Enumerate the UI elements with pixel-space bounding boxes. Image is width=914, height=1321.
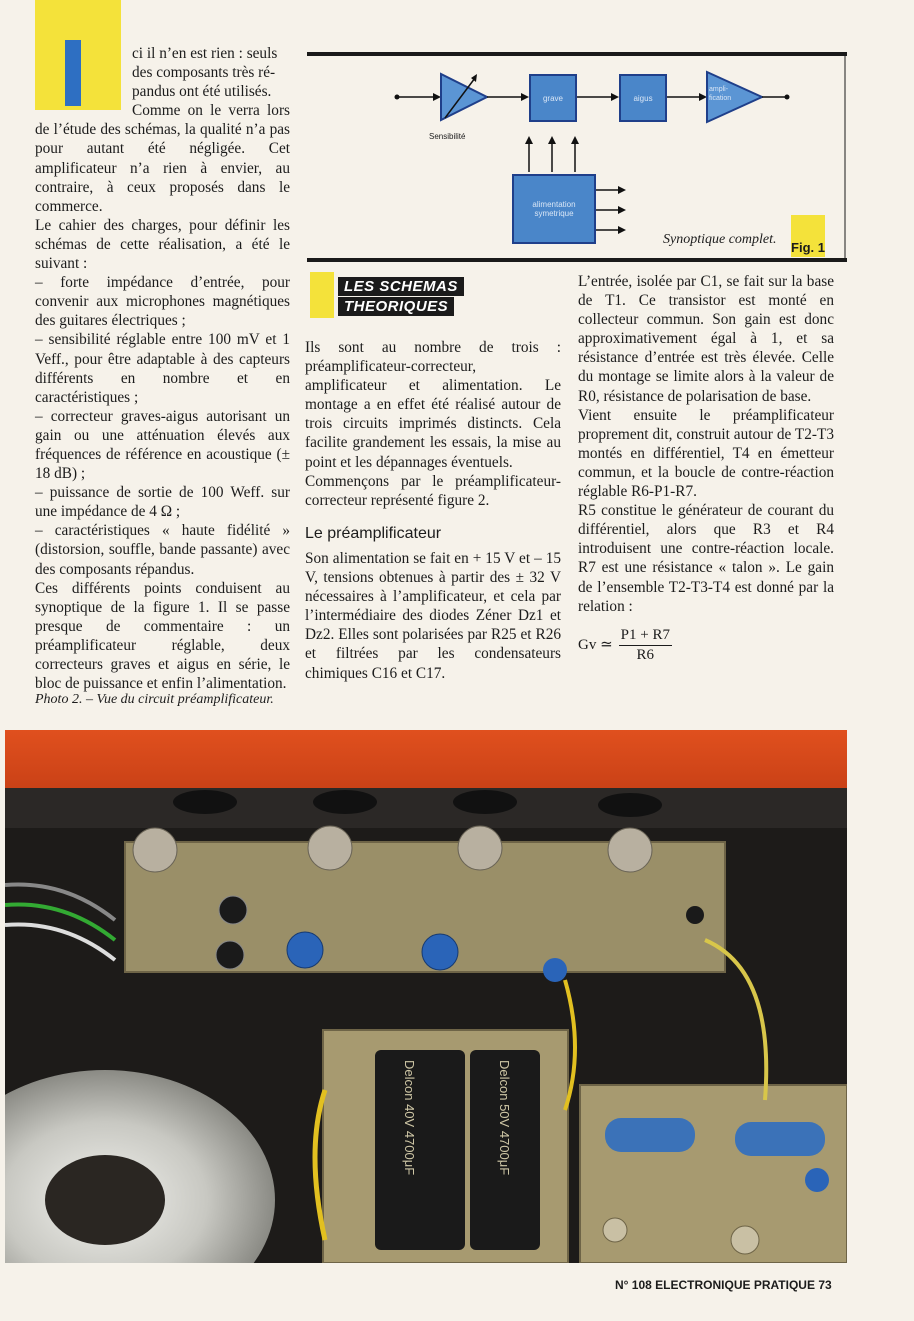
- power-supply-line-2: symetrique: [534, 209, 574, 218]
- figure-label: Fig. 1: [791, 215, 825, 257]
- magazine-name: ELECTRONIQUE PRATIQUE: [655, 1278, 815, 1292]
- figure-caption: Synoptique complet.: [663, 232, 777, 247]
- intro-line-3: pandus ont été utilisés.: [132, 83, 272, 101]
- synoptic-paragraph: Ces différents points conduisent au synoptique de la figure 1. Il se passe presque de commentaire : un préamplificateur réglable, deux correcteurs graves et aigus en série, le bloc de puissance et enfin l’alimentation.: [35, 579, 290, 693]
- capacitor-text-1: Delcon 50V 4700μF: [497, 1060, 512, 1176]
- preamp-circuit-photo: [5, 730, 847, 1263]
- section-highlight: [310, 272, 334, 318]
- schemas-paragraph: Ils sont au nombre de trois : préamplificateur-correcteur, amplificateur et alimentation. Le montage a en effet été réalisé autour de trois circuits imprimés distincts. Cela facilite grandement les essais, la mise au point et les dépannages éventuels.: [305, 339, 561, 471]
- section-heading-line-1: LES SCHEMAS: [338, 277, 464, 296]
- left-column: [35, 44, 290, 693]
- right-column: [578, 272, 834, 665]
- preamp-intro-paragraph: Commençons par le préamplificateur-correcteur représenté figure 2.: [305, 472, 561, 509]
- spec-item-sensitivity: – sensibilité réglable entre 100 mV et 1 Veff., pour être adaptable à des capteurs différents en nombre et en caractéristiques ;: [35, 331, 290, 406]
- power-supply-line-1: alimentation: [532, 200, 576, 209]
- page-footer: [615, 1278, 832, 1292]
- section-heading: [338, 278, 464, 316]
- middle-column: [305, 338, 561, 683]
- formula-denominator: R6: [636, 646, 655, 663]
- issue-number: N° 108: [615, 1278, 652, 1292]
- formula-lhs: Gv ≃: [578, 636, 613, 653]
- page-number: 73: [818, 1278, 832, 1292]
- spec-item-hifi: – caractéristiques « haute fidélité » (distorsion, souffle, bande passante) avec des composants répandus.: [35, 522, 290, 578]
- spec-item-power: – puissance de sortie de 100 Weff. sur une impédance de 4 Ω ;: [35, 484, 290, 521]
- specs-intro: Le cahier des charges, pour définir les schémas de cette réalisation, a été le suivant :: [35, 216, 290, 273]
- amplification-label: ampli-fication: [709, 86, 732, 102]
- synoptic-diagram: [307, 52, 847, 262]
- treble-block: aigus: [619, 74, 667, 122]
- power-supply-block: [512, 174, 596, 244]
- input-paragraph: L’entrée, isolée par C1, se fait sur la base de T1. Ce transistor est monté en collecteur commun. Son gain est donc approximativement égal à 1, et sa résistance d’entrée est très élevée. Celle du montage se limite alors à la valeur de R0, résistance de polarisation de base.: [578, 273, 834, 405]
- diff-paragraph: Vient ensuite le préamplificateur proprement dit, construit autour de T2-T3 montés en différentiel, T4 en émetteur commun, et la boucle de contre-réaction réglable R6-P1-R7.: [578, 406, 834, 501]
- preamp-subheading: Le préamplificateur: [305, 524, 442, 542]
- intro-lines: [35, 44, 290, 101]
- bass-block: grave: [529, 74, 577, 122]
- photo-caption: Photo 2. – Vue du circuit préamplificateur.: [35, 692, 274, 707]
- formula-fraction: [619, 626, 672, 665]
- gain-paragraph: R5 constitue le générateur de courant du différentiel, alors que R3 et R4 introduisent une contre-réaction locale. R7 est une résistance « talon ». Le gain de l’ensemble T2-T3-T4 est donné par la relation :: [578, 502, 834, 615]
- photo-illustration: [5, 730, 847, 1263]
- supply-paragraph: Son alimentation se fait en + 15 V et – 15 V, tensions obtenues à partir des ± 32 V nécessaires à l’amplificateur, et cela par l’intermédiaire des diodes Zéner Dz1 et Dz2. Elles sont polarisées par R25 et R26 et filtrées par les condensateurs chimiques C16 et C17.: [305, 549, 561, 682]
- formula-numerator: P1 + R7: [619, 626, 672, 646]
- capacitor-text-2: Delcon 40V 4700μF: [402, 1060, 417, 1176]
- intro-paragraph: Comme on le verra lors de l’étude des schémas, la qualité n’a pas pour autant été négligée. Cet amplificateur n’a rien à envier, au contraire, à ceux proposés dans le commerce.: [35, 102, 290, 215]
- gain-formula: [578, 626, 834, 665]
- intro-line-2: des composants très ré-: [132, 64, 276, 82]
- spec-item-impedance: – forte impédance d’entrée, pour convenir aux microphones magnétiques des guitares électriques ;: [35, 274, 290, 330]
- sensitivity-label: Sensibilité: [429, 132, 466, 141]
- spec-item-tone: – correcteur graves-aigus autorisant un gain ou une atténuation élevés aux fréquences de référence en acoustique (± 18 dB) ;: [35, 407, 290, 483]
- section-heading-line-2: THEORIQUES: [338, 297, 454, 316]
- intro-line-1: ci il n’en est rien : seuls: [132, 45, 278, 62]
